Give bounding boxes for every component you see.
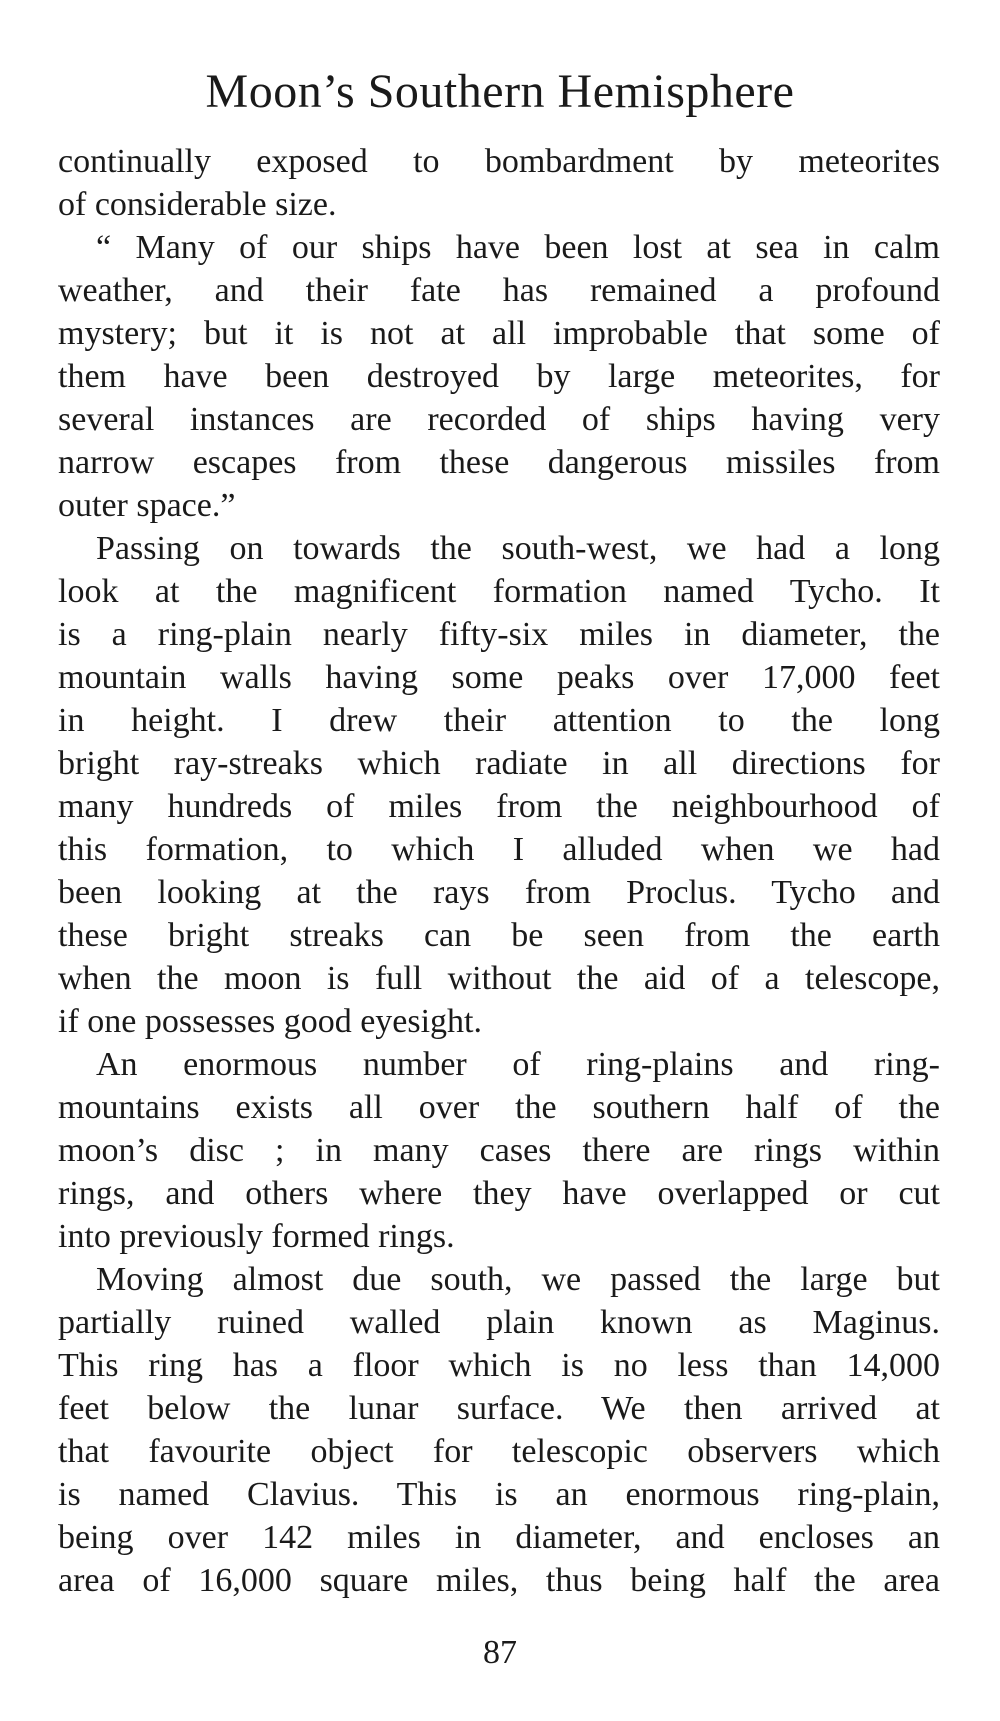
text-line: is named Clavius. This is an enormous ring-plain, — [58, 1476, 940, 1513]
text-line: narrow escapes from these dangerous missiles from — [58, 444, 940, 481]
text-line: these bright streaks can be seen from the earth — [58, 917, 940, 954]
body-text — [58, 140, 940, 1602]
text-line: rings, and others where they have overlapped or cut — [58, 1175, 940, 1212]
text-line: in height. I drew their attention to the long — [58, 702, 940, 739]
text-line: Moving almost due south, we passed the large but — [96, 1261, 940, 1298]
text-line: this formation, to which I alluded when we had — [58, 831, 940, 868]
text-line: feet below the lunar surface. We then arrived at — [58, 1390, 940, 1427]
text-line: continually exposed to bombardment by meteorites — [58, 143, 940, 180]
text-line: being over 142 miles in diameter, and encloses an — [58, 1519, 940, 1556]
text-line: Passing on towards the south-west, we had a long — [96, 530, 940, 567]
text-line: that favourite object for telescopic observers which — [58, 1433, 940, 1470]
text-line: look at the magnificent formation named Tycho. It — [58, 573, 940, 610]
text-line: of considerable size. — [58, 186, 337, 223]
text-line: is a ring-plain nearly fifty-six miles in diameter, the — [58, 616, 940, 653]
text-line: “ Many of our ships have been lost at sea in calm — [96, 229, 940, 266]
text-line: been looking at the rays from Proclus. Tycho and — [58, 874, 940, 911]
text-line: into previously formed rings. — [58, 1218, 455, 1255]
text-line: weather, and their fate has remained a profound — [58, 272, 940, 309]
text-line: bright ray-streaks which radiate in all directions for — [58, 745, 940, 782]
text-line: moon’s disc ; in many cases there are rings within — [58, 1132, 940, 1169]
running-head-title: Moon’s Southern Hemisphere — [205, 65, 795, 118]
text-line: mystery; but it is not at all improbable that some of — [58, 315, 940, 352]
text-line: several instances are recorded of ships having very — [58, 401, 940, 438]
text-line: outer space.” — [58, 487, 236, 524]
text-line: mountains exists all over the southern half of the — [58, 1089, 940, 1126]
text-line: partially ruined walled plain known as Maginus. — [58, 1304, 940, 1341]
text-line: mountain walls having some peaks over 17,000 feet — [58, 659, 940, 696]
page-number: 87 — [483, 1634, 517, 1671]
text-line: when the moon is full without the aid of a telescope, — [58, 960, 940, 997]
text-line: An enormous number of ring-plains and ring- — [96, 1046, 940, 1083]
text-line: them have been destroyed by large meteorites, for — [58, 358, 940, 395]
text-line: many hundreds of miles from the neighbourhood of — [58, 788, 940, 825]
text-line: if one possesses good eyesight. — [58, 1003, 483, 1040]
text-line: This ring has a floor which is no less than 14,000 — [58, 1347, 940, 1384]
text-line: area of 16,000 square miles, thus being half the area — [58, 1562, 940, 1599]
